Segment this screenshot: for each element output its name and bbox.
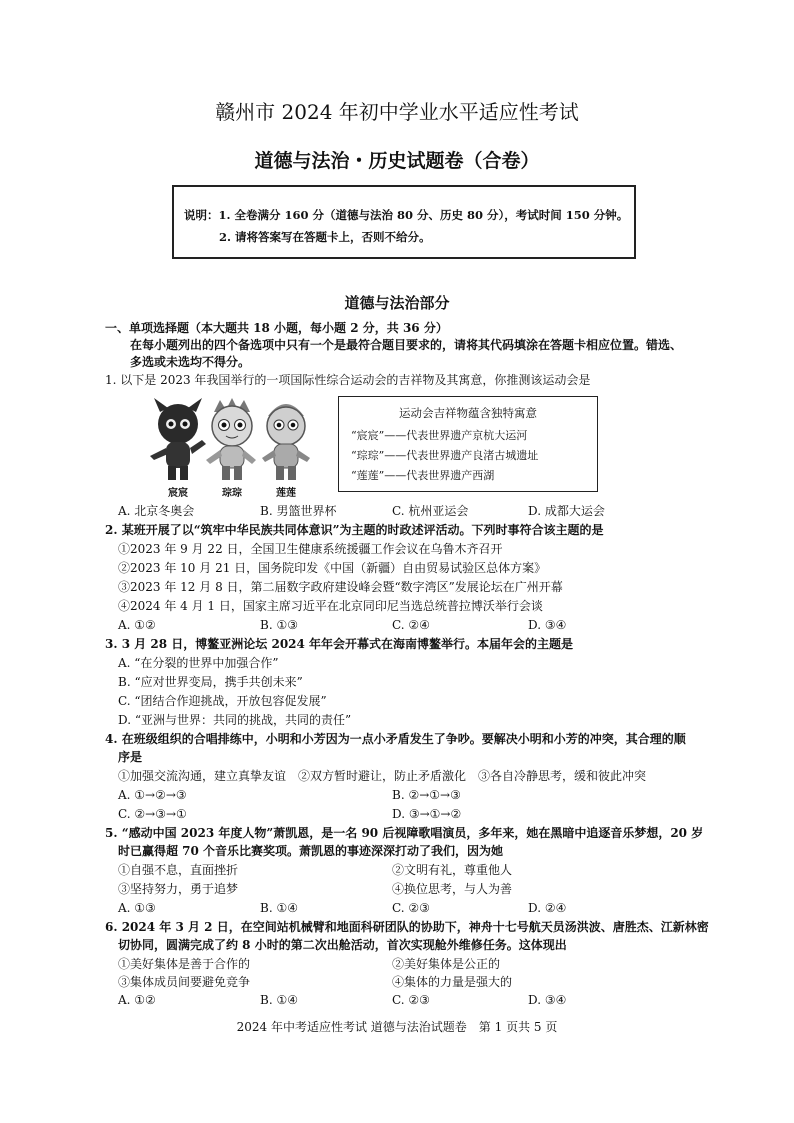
q1-option-d: D. 成都大运会 (528, 504, 605, 518)
q6-item-3: ③集体成员间要避免竞争 (118, 975, 251, 989)
q6-stem-2: 切协同，圆满完成了约 8 小时的第二次出舱活动，首次实现舱外维修任务。这体现出 (118, 938, 567, 952)
q1-stem: 1. 以下是 2023 年我国举行的一项国际性综合运动会的吉祥物及其寓意，你推测该运动会是 (105, 373, 591, 387)
q2-item-3: ③2023 年 12 月 8 日，第二届数字政府建设峰会暨“数字湾区”发展论坛在广州开幕 (118, 580, 563, 594)
q6-item-4: ④集体的力量是强大的 (392, 975, 513, 989)
q6-option-a: A. ①② (118, 993, 156, 1007)
q3-option-c: C. “团结合作迎挑战，开放包容促发展” (118, 694, 327, 708)
q3-stem: 3. 3 月 28 日，博鳌亚洲论坛 2024 年年会开幕式在海南博鳌举行。本届年会的主题是 (105, 637, 574, 651)
meaning-line-2: “琮琮”——代表世界遗产良渚古城遗址 (351, 449, 539, 462)
meaning-line-1: “宸宸”——代表世界遗产京杭大运河 (351, 429, 528, 442)
exam-title: 赣州市 2024 年初中学业水平适应性考试 (215, 100, 579, 124)
mascot-label-1: 宸宸 (168, 488, 188, 499)
q3-option-b: B. “应对世界变局，携手共创未来” (118, 675, 303, 689)
mascot-lianlian-figure (262, 404, 310, 480)
meaning-box-title: 运动会吉祥物蕴含独特寓意 (399, 406, 537, 420)
meaning-line-3: “莲莲”——代表世界遗产西湖 (351, 469, 495, 482)
q4-stem-1: 4. 在班级组织的合唱排练中，小明和小芳因为一点小矛盾发生了争吵。要解决小明和小芳的冲突，其合理的顺 (105, 732, 686, 746)
mascot-chenchen-figure (150, 398, 206, 480)
q5-item-1: ①自强不息，直面挫折 (118, 863, 239, 877)
mascot-congcong-figure (206, 398, 256, 480)
q2-item-1: ①2023 年 9 月 22 日，全国卫生健康系统援疆工作会议在乌鲁木齐召开 (118, 542, 503, 556)
exam-subtitle: 道德与法治・历史试题卷（合卷） (254, 150, 540, 172)
q2-option-d: D. ③④ (528, 618, 567, 632)
part1-instruction-1: 在每小题列出的四个备选项中只有一个是最符合题目要求的，请将其代码填涂在答题卡相应位置。错选、 (130, 338, 683, 352)
q5-stem-2: 时已赢得超 70 个音乐比赛奖项。萧凯恩的事迹深深打动了我们，因为她 (118, 844, 504, 858)
q2-option-c: C. ②④ (392, 618, 430, 632)
q2-option-a: A. ①② (118, 618, 156, 632)
part1-heading: 一、单项选择题（本大题共 18 小题，每小题 2 分，共 36 分） (105, 321, 448, 335)
q6-option-b: B. ①④ (260, 993, 298, 1007)
q2-item-2: ②2023 年 10 月 21 日，国务院印发《中国（新疆）自由贸易试验区总体方案》 (118, 561, 547, 575)
q1-option-c: C. 杭州亚运会 (392, 504, 469, 518)
q6-item-2: ②美好集体是公正的 (392, 957, 501, 971)
note-line-2: 2. 请将答案写在答题卡上，否则不给分。 (219, 230, 431, 244)
q3-option-a: A. “在分裂的世界中加强合作” (118, 656, 279, 670)
q4-option-b: B. ②→①→③ (392, 788, 461, 802)
part1-instruction-2: 多选或未选均不得分。 (130, 355, 251, 369)
q5-item-4: ④换位思考，与人为善 (392, 882, 513, 896)
section-title: 道德与法治部分 (344, 294, 450, 312)
q5-item-3: ③坚持努力，勇于追梦 (118, 882, 239, 896)
q2-option-b: B. ①③ (260, 618, 298, 632)
q6-item-1: ①美好集体是善于合作的 (118, 957, 251, 971)
q6-option-c: C. ②③ (392, 993, 430, 1007)
mascot-label-2: 琮琮 (222, 488, 242, 499)
q4-stem-2: 序是 (118, 750, 143, 764)
q4-items: ①加强交流沟通，建立真挚友谊 ②双方暂时避让，防止矛盾激化 ③各自冷静思考，缓和彼此冲突 (118, 769, 647, 783)
q2-stem: 2. 某班开展了以“筑牢中华民族共同体意识”为主题的时政述评活动。下列时事符合该主题的是 (105, 523, 604, 537)
q3-option-d: D. “亚洲与世界：共同的挑战，共同的责任” (118, 713, 352, 727)
note-line-1: 说明：1. 全卷满分 160 分（道德与法治 80 分、历史 80 分），考试时间 150 分钟。 (184, 208, 629, 222)
instructions-box (172, 185, 636, 259)
q4-option-a: A. ①→②→③ (118, 788, 187, 802)
q5-stem-1: 5. “感动中国 2023 年度人物”萧凯恩，是一名 90 后视障歌唱演员，多年来，她在黑暗中追逐音乐梦想，20 岁 (105, 826, 704, 840)
q2-item-4: ④2024 年 4 月 1 日，国家主席习近平在北京同印尼当选总统普拉博沃举行会谈 (118, 599, 543, 613)
q5-option-c: C. ②③ (392, 901, 430, 915)
q6-stem-1: 6. 2024 年 3 月 2 日，在空间站机械臂和地面科研团队的协助下，神舟十七号航天员汤洪波、唐胜杰、江新林密 (105, 920, 709, 934)
mascot-label-3: 莲莲 (276, 488, 296, 499)
q4-option-d: D. ③→①→② (392, 807, 462, 821)
q6-option-d: D. ③④ (528, 993, 567, 1007)
page-footer: 2024 年中考适应性考试 道德与法治试题卷 第 1 页共 5 页 (236, 1020, 558, 1034)
mascots-image (140, 394, 330, 496)
q5-option-d: D. ②④ (528, 901, 567, 915)
q5-option-b: B. ①④ (260, 901, 298, 915)
mascot-meaning-box (338, 396, 598, 492)
q1-option-b: B. 男篮世界杯 (260, 504, 337, 518)
q1-option-a: A. 北京冬奥会 (118, 504, 195, 518)
q5-option-a: A. ①③ (118, 901, 156, 915)
q5-item-2: ②文明有礼，尊重他人 (392, 863, 513, 877)
mascot-illustration (140, 394, 330, 499)
q4-option-c: C. ②→③→① (118, 807, 187, 821)
